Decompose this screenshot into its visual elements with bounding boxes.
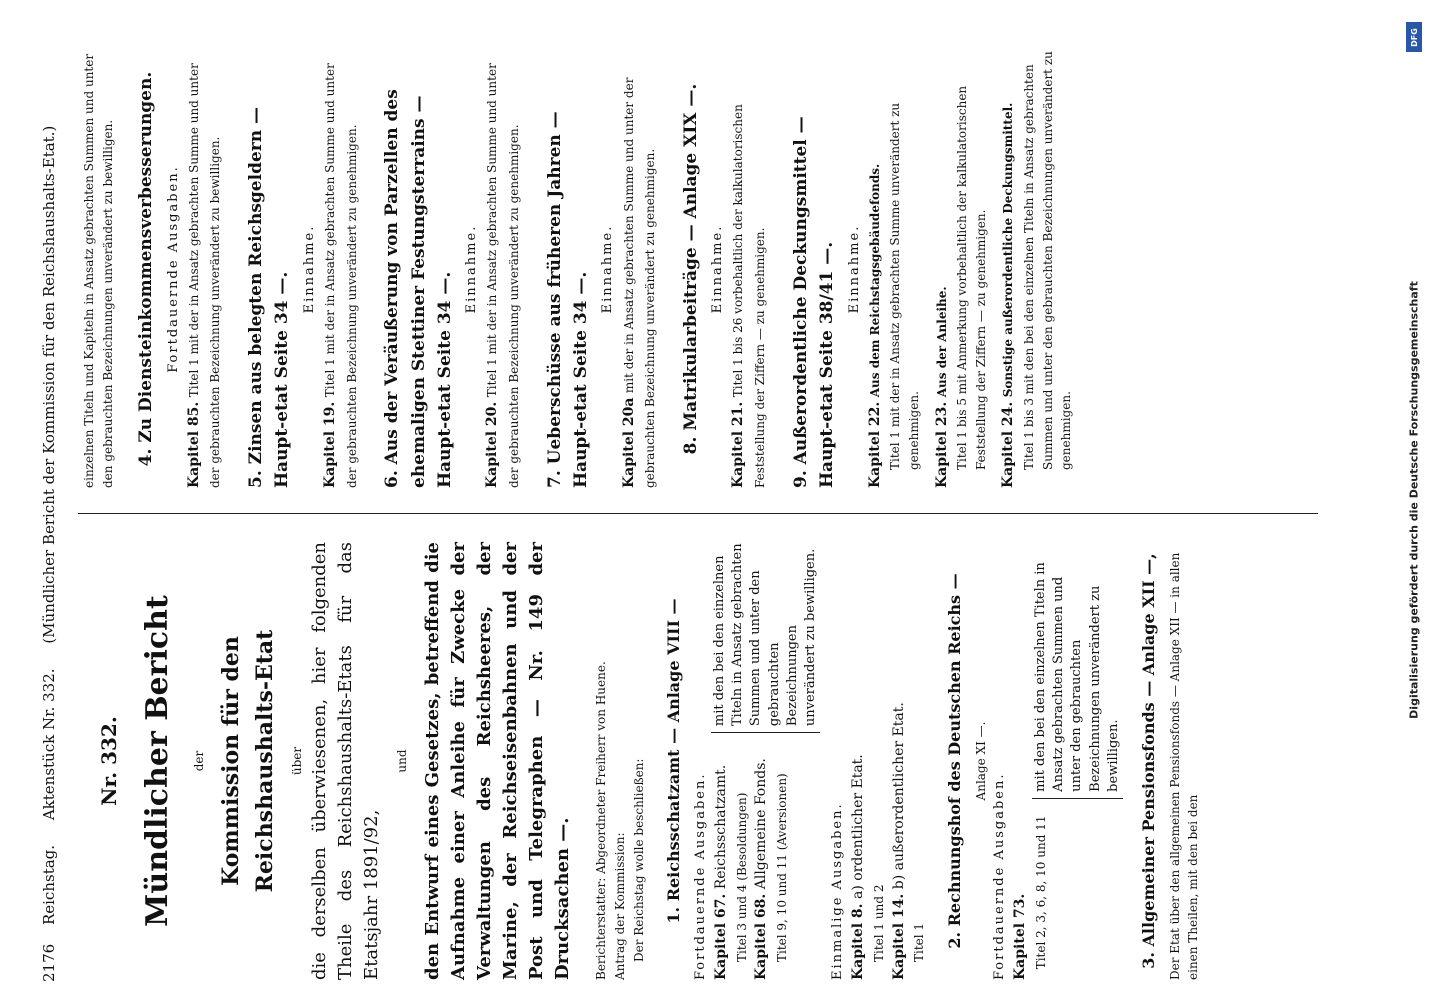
title-ueber: über [290, 746, 305, 776]
kapitel-68-text: Allgemeine Fonds. [753, 758, 770, 890]
commission-name: Kommission für den Reichshaushalts-Etat [218, 629, 279, 893]
left-column [80, 542, 1203, 980]
kapitel-68-label: Kapitel 68. [753, 893, 770, 980]
antrag-label: Antrag der Kommission: [612, 832, 627, 980]
column-divider [78, 513, 1318, 514]
kapitel-21-text: Titel 1 bis 26 vorbehaltlich der kalkulatorischen Feststellung der Ziffern — zu genehmigen. [731, 104, 768, 488]
page-number: 2176 [40, 943, 58, 982]
kapitel-20-text: Titel 1 mit der in Ansatz gebrachten Summe und unter der gebrauchten Bezeichnung unverändert zu genehmigen. [485, 63, 522, 488]
kapitel-73-brace-text: mit den bei den einzelnen Titeln in Ansatz gebrachten Summen und unter den gebrauchten Bezeichnungen unverändert zu bewilligen. [1032, 547, 1123, 799]
kapitel-8-text: a) ordentlicher Etat. [850, 754, 867, 900]
kapitel-20a-text: mit der in Ansatz gebrachten Summe und unter der gebrauchten Bezeichnung unverändert zu genehmigen. [621, 77, 658, 488]
section-1-fortdauernde: Fortdauernde Ausgaben. [692, 772, 708, 980]
dfg-logo-text: DFG [1409, 27, 1419, 47]
continued-text: einzelnen Titeln und Kapiteln in Ansatz gebrachten Summen und unter den gebrauchten Bezeichnungen unverändert zu bewilligen. [82, 53, 115, 488]
running-header [40, 22, 68, 982]
law-draft-text: den Entwurf eines Gesetzes, betreffend die Aufnahme einer Anleihe für Zwecke der Verwaltungen des Reichsheeres, der Marine, der Reichseisenbahnen und der Post und Telegraphen — Nr. 149 der Drucksachen —. [421, 542, 574, 980]
section-2-title: 2. Rechnungshof des Deutschen Reichs — [944, 573, 964, 949]
kapitel-14-label: Kapitel 14. [890, 893, 907, 980]
intro-text: die derselben überwiesenen, hier folgenden Theile des Reichshaushalts-Etats für das Etatsjahr 1891/92, [308, 542, 383, 980]
kapitel-22-label: Kapitel 22. [866, 401, 883, 488]
section-4-sub: Fortdauernde Ausgaben. [165, 165, 181, 373]
antrag-text: Der Reichstag wolle beschließen: [631, 758, 646, 962]
kapitel-73-block [1032, 542, 1123, 980]
kapitel-68-brace-text: mit den bei den einzelnen Titeln in Ansatz gebrachten Summen und unter den gebrauchten Bezeichnungen unverändert zu bewilligen. [711, 542, 820, 733]
right-column [80, 50, 1076, 488]
kapitel-67-label: Kapitel 67. [713, 893, 730, 980]
kapitel-73-label: Kapitel 73. [1012, 893, 1029, 980]
kapitel-20-label: Kapitel 20. [484, 401, 501, 488]
kapitel-23-label: Kapitel 23. [933, 401, 950, 488]
kapitel-23-body: Titel 1 bis 5 mit Anmerkung vorbehaltlich der kalkulatorischen Feststellung der Ziffern — zu genehmigen. [955, 85, 988, 470]
section-7-title: 7. Ueberschüsse aus früheren Jahren — Haupt-etat Seite 34 —. [544, 111, 592, 488]
kapitel-85-label: Kapitel 85. [185, 401, 202, 488]
section-4-title: 4. Zu Diensteinkommensverbesserungen. [136, 71, 157, 467]
section-1-title: 1. Reichsschatzamt — Anlage VIII — [664, 598, 684, 924]
kapitel-68-titles: Titel 9, 10 und 11 (Aversionen) [775, 773, 789, 962]
kapitel-67-text: Reichsschatzamt. [713, 764, 730, 890]
section-3-text: Der Etat über den allgemeinen Pensionsfonds — Anlage XII — in allen einen Theilen, mit den bei den [1167, 552, 1201, 980]
section-5-title: 5. Zinsen aus belegten Reichsgeldern — Haupt-etat Seite 34 —. [246, 106, 293, 488]
kapitel-85-text: Titel 1 mit der in Ansatz gebrachten Summe und unter der gebrauchten Bezeichnung unverändert zu bewilligen. [186, 63, 223, 488]
section-5-sub: Einnahme. [301, 224, 317, 314]
kapitel-20a-label: Kapitel 20a [620, 397, 637, 488]
kapitel-24-label: Kapitel 24. [1000, 401, 1017, 488]
section-2-fortdauernde: Fortdauernde Ausgaben. [992, 772, 1008, 980]
kapitel-24-text: Sonstige außerordentliche Deckungsmittel. [1001, 102, 1016, 398]
rapporteur-line: Berichterstatter: Abgeordneter Freiherr von Huene. [594, 661, 609, 980]
kapitel-67-block [711, 542, 820, 980]
header-document-type: Aktenstück Nr. 332. [40, 668, 58, 821]
header-source: Reichstag. [40, 844, 58, 926]
kapitel-19-text: Titel 1 mit der in Ansatz gebrachten Summe und unter der gebrauchten Bezeichnung unverändert zu genehmigen. [322, 63, 359, 488]
kapitel-22-text: Aus dem Reichstagsgebäudefonds. [867, 163, 882, 398]
kapitel-8-titles: Titel 1 und 2 [871, 884, 886, 962]
section-9-sub: Einnahme. [846, 224, 862, 314]
kapitel-73-titles: Titel 2, 3, 6, 8, 10 und 11 [1034, 815, 1049, 970]
funding-note: Digitalisierung gefördert durch die Deutsche Forschungsgemeinschaft [1407, 281, 1421, 719]
kapitel-67-titles: Titel 3 und 4 (Besoldungen) [734, 792, 749, 962]
section-3-title: 3. Allgemeiner Pensionsfonds — Anlage XII —, [1139, 553, 1159, 969]
kapitel-14-text: b) außerordentlicher Etat. [890, 702, 907, 890]
title-der: der [191, 750, 206, 772]
section-9-title: 9. Außerordentliche Deckungsmittel — Haupt-etat Seite 38/41 —. [790, 116, 838, 488]
section-6-sub: Einnahme. [464, 224, 480, 314]
document-title: Mündlicher Bericht [140, 595, 175, 927]
kapitel-23-text: Aus der Anleihe. [934, 286, 949, 398]
section-1-einmalige: Einmalige Ausgaben. [830, 802, 846, 980]
section-7-sub: Einnahme. [600, 224, 616, 314]
header-running-title: (Mündlicher Bericht der Kommission für den Reichshaushalts-Etat.) [40, 125, 58, 644]
section-8-title: 8. Matrikularbeiträge — Anlage XIX —. [681, 83, 701, 455]
kapitel-8-label: Kapitel 8. [850, 903, 867, 980]
section-6-title: 6. Aus der Veräußerung von Parzellen des ehemaligen Stettiner Festungsterrains — Haupt-etat Seite 34 —. [382, 89, 455, 488]
section-2-anlage: Anlage XI —. [973, 721, 988, 801]
kapitel-19-label: Kapitel 19. [321, 401, 338, 488]
title-und: und [395, 749, 410, 773]
dfg-logo [1406, 22, 1422, 52]
kapitel-21-label: Kapitel 21. [730, 401, 747, 488]
document-number: Nr. 332. [97, 716, 121, 806]
kapitel-24-body: Titel 1 bis 3 mit den bei den einzelnen Titeln in Ansatz gebrachten Summen und unter den gebrauchten Bezeichnungen unverändert zu genehmigen. [1022, 51, 1074, 470]
section-8-sub: Einnahme. [710, 224, 726, 314]
kapitel-22-body: Titel 1 mit der in Ansatz gebrachten Summe unverändert zu genehmigen. [888, 102, 921, 470]
kapitel-14-titles: Titel 1 [912, 922, 927, 962]
